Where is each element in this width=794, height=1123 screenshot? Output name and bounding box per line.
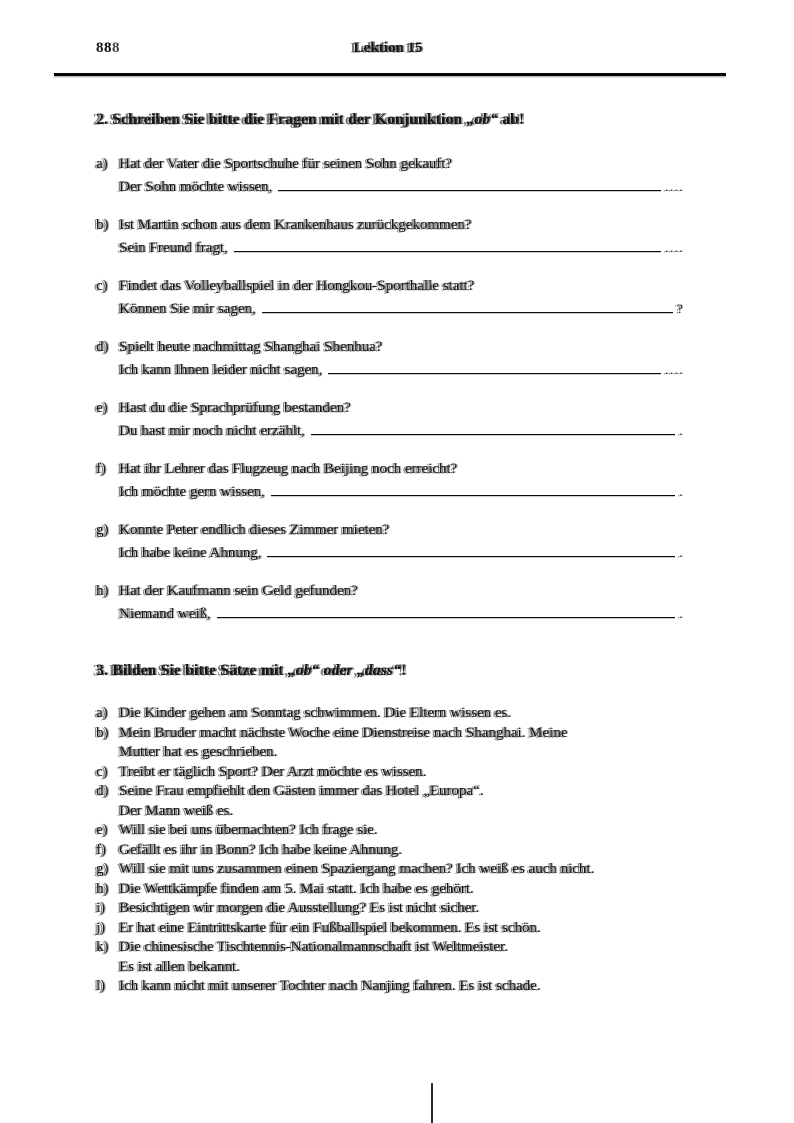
answer-line [119, 359, 684, 381]
answer-stem: Sein Freund fragt, [119, 240, 228, 256]
exercise3-item [96, 704, 684, 724]
answer-stem: Ich habe keine Ahnung, [119, 545, 262, 561]
exercise2-title-quote: „ob“ [466, 111, 498, 128]
header-rule [54, 73, 726, 76]
exercise2-item [96, 581, 684, 625]
answer-stem: Ich möchte gern wissen, [119, 484, 265, 500]
answer-stem: Niemand weiß, [119, 606, 211, 622]
item-continuation-line [119, 802, 684, 822]
answer-tail-mark: . [679, 545, 684, 560]
exercise3-title-quote: „ob“ oder „dass“ [287, 662, 401, 679]
item-label: h) [96, 880, 109, 897]
item-label: j) [96, 919, 106, 936]
answer-stem: Der Sohn möchte wissen, [119, 179, 273, 195]
item-label: d) [96, 339, 109, 355]
item-label: e) [96, 400, 108, 416]
item-line [96, 724, 684, 744]
question-line [96, 520, 684, 540]
question-line [96, 581, 684, 601]
exercise2-item [96, 459, 684, 503]
item-continuation-line [119, 958, 684, 978]
answer-line [119, 298, 684, 320]
answer-stem: Ich kann Ihnen leider nicht sagen, [119, 362, 323, 378]
item-text-continued: Der Mann weiß es. [119, 802, 234, 819]
answer-line [119, 176, 684, 198]
exercise2-item [96, 215, 684, 259]
item-text: Die chinesische Tischtennis-Nationalmannschaft ist Weltmeister. [119, 939, 508, 955]
item-label: k) [96, 939, 109, 955]
item-text: Die Wettkämpfe finden am 5. Mai statt. Ich habe es gehört. [119, 880, 474, 897]
item-text: Gefällt es ihr in Bonn? Ich habe keine Ahnung. [119, 841, 402, 858]
exercise3-title [96, 662, 684, 680]
item-label: h) [96, 583, 109, 599]
scan-artifact-line [431, 1083, 433, 1123]
item-label: e) [96, 822, 108, 838]
item-label: f) [96, 461, 106, 477]
answer-blank [278, 177, 661, 191]
exercise3-item [96, 841, 684, 861]
exercise2-title-pre: 2. Schreiben Sie bitte die Fragen mit der Konjunktion [96, 111, 467, 128]
item-line [96, 938, 684, 958]
exercise2-item [96, 276, 684, 320]
question-line [96, 398, 684, 418]
answer-line [119, 237, 684, 259]
item-question: Spielt heute nachmittag Shanghai Shenhua? [119, 339, 383, 355]
item-text: Treibt er täglich Sport? Der Arzt möchte es wissen. [119, 763, 427, 780]
exercise3-title-post: ! [401, 662, 407, 679]
item-label: l) [96, 978, 106, 994]
item-question: Hat der Kaufmann sein Geld gefunden? [119, 583, 358, 599]
item-question: Konnte Peter endlich dieses Zimmer mieten? [119, 522, 390, 538]
question-line [96, 276, 684, 296]
item-question: Findet das Volleyballspiel in der Hongkou-Sporthalle statt? [119, 278, 475, 294]
answer-stem: Können Sie mir sagen, [119, 301, 256, 317]
answer-blank [267, 543, 675, 557]
answer-blank [234, 238, 661, 252]
answer-tail-mark: ? [676, 301, 684, 316]
exercise3-item [96, 860, 684, 880]
exercise2-title-post: ab! [498, 111, 525, 128]
exercise2-item [96, 154, 684, 198]
exercise3-item [96, 782, 684, 821]
item-line [96, 763, 684, 783]
exercise3-item [96, 821, 684, 841]
item-line [96, 919, 684, 939]
exercise3-items [96, 704, 684, 997]
exercise2-items [96, 154, 684, 625]
item-line [96, 880, 684, 900]
item-text: Die Kinder gehen am Sonntag schwimmen. Die Eltern wissen es. [119, 705, 511, 721]
item-line [96, 841, 684, 861]
answer-blank [262, 299, 673, 313]
exercise3-item [96, 977, 684, 997]
answer-line [119, 603, 684, 625]
item-question: Ist Martin schon aus dem Krankenhaus zurückgekommen? [119, 217, 472, 233]
item-line [96, 899, 684, 919]
answer-tail-mark: . [679, 423, 684, 438]
page-header [96, 40, 684, 62]
answer-blank [271, 482, 675, 496]
answer-line [119, 481, 684, 503]
answer-stem: Du hast mir noch nicht erzählt, [119, 423, 305, 439]
item-text: Ich kann nicht mit unserer Tochter nach Nanjing fahren. Es ist schade. [119, 978, 541, 994]
answer-tail-mark: . [679, 606, 684, 621]
question-line [96, 459, 684, 479]
answer-tail-mark: .... [665, 362, 684, 377]
item-label: f) [96, 841, 106, 858]
answer-line [119, 542, 684, 564]
item-text: Er hat eine Eintrittskarte für ein Fußballspiel bekommen. Es ist schön. [119, 919, 541, 936]
question-line [96, 154, 684, 174]
question-line [96, 215, 684, 235]
page-title: Lektion 15 [353, 40, 423, 56]
answer-blank [217, 604, 676, 618]
item-continuation-line [119, 743, 684, 763]
item-text: Seine Frau empfiehlt den Gästen immer das Hotel „Europa“. [119, 783, 484, 799]
exercise2-title [96, 111, 684, 129]
page-number: 88 [96, 40, 112, 56]
exercise2-item [96, 520, 684, 564]
item-question: Hast du die Sprachprüfung bestanden? [119, 400, 351, 416]
answer-line [119, 420, 684, 442]
item-label: d) [96, 783, 109, 799]
item-label: b) [96, 217, 109, 233]
item-question: Hat ihr Lehrer das Flugzeug nach Beijing noch erreicht? [119, 461, 458, 477]
item-text: Will sie mit uns zusammen einen Spaziergang machen? Ich weiß es auch nicht. [119, 861, 595, 877]
exercise3-item [96, 938, 684, 977]
item-label: g) [96, 522, 109, 538]
item-text: Besichtigen wir morgen die Ausstellung? Es ist nicht sicher. [119, 900, 480, 916]
exercise3-item [96, 880, 684, 900]
exercise3-item [96, 763, 684, 783]
exercise2-item [96, 337, 684, 381]
item-label: b) [96, 724, 109, 741]
item-line [96, 782, 684, 802]
item-label: c) [96, 763, 108, 780]
item-text-continued: Mutter hat es geschrieben. [119, 744, 278, 760]
item-label: g) [96, 861, 109, 877]
exercise2-item [96, 398, 684, 442]
answer-blank [328, 360, 661, 374]
exercise3-item [96, 919, 684, 939]
item-line [96, 977, 684, 997]
item-line [96, 704, 684, 724]
item-label: a) [96, 156, 108, 172]
answer-tail-mark: .... [665, 240, 684, 255]
answer-tail-mark: .... [665, 179, 684, 194]
answer-blank [311, 421, 675, 435]
exercise3-item [96, 899, 684, 919]
question-line [96, 337, 684, 357]
item-text: Mein Bruder macht nächste Woche eine Dienstreise nach Shanghai. Meine [119, 724, 568, 741]
exercise3-title-pre: 3. Bilden Sie bitte Sätze mit [96, 662, 288, 679]
answer-tail-mark: . [679, 484, 684, 499]
item-line [96, 821, 684, 841]
item-label: c) [96, 278, 108, 294]
item-label: a) [96, 705, 108, 721]
exercise3-item [96, 724, 684, 763]
item-line [96, 860, 684, 880]
item-label: i) [96, 900, 106, 916]
item-text: Will sie bei uns übernachten? Ich frage sie. [119, 822, 378, 838]
item-question: Hat der Vater die Sportschuhe für seinen Sohn gekauft? [119, 156, 452, 172]
item-text-continued: Es ist allen bekannt. [119, 958, 240, 975]
